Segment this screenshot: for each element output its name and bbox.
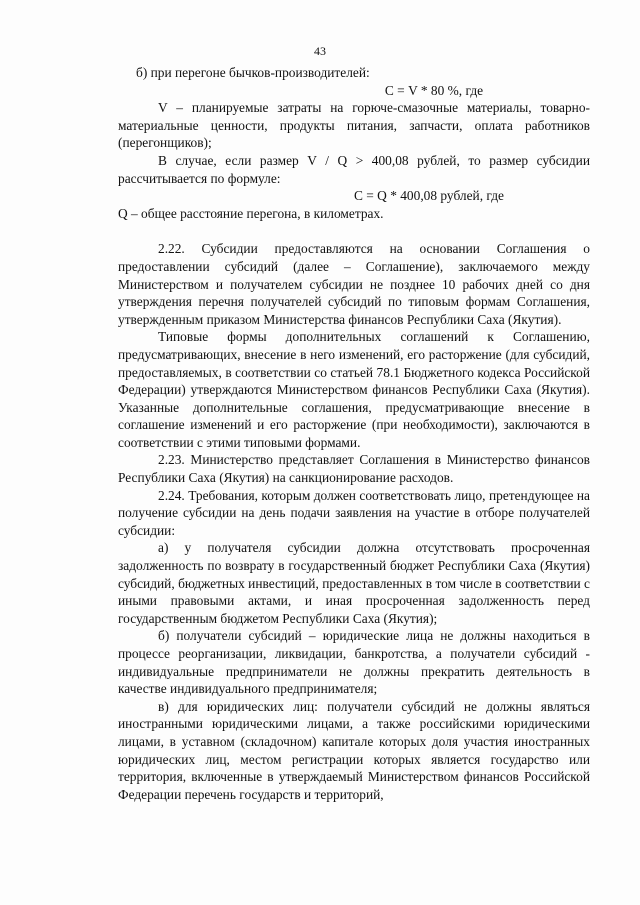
paragraph-q-definition: Q – общее расстояние перегона, в километрах. [118, 205, 384, 221]
paragraph-b-bulls: б) при перегоне бычков-производителей: [136, 65, 370, 80]
paragraph-2-24: 2.24. Требования, которым должен соответствовать лицо, претендующее на получение субсидии на день подачи заявления на участие в отборе получателей субсидии: [118, 487, 590, 538]
formula-q-rate: С = Q * 400,08 рублей, где [354, 188, 504, 204]
paragraph-standard-forms: Типовые формы дополнительных соглашений к Соглашению, предусматривающих, внесение в него изменений, его расторжение (для субсидий, предоставляемых, в соответствии со статьей 78.1 Бюджетного кодекса Российской Федерации) утверждаются Министерством финансов Республики Саха (Якутия). Указанные дополнительные соглашения, предусматривающие внесение в соглашение изменений и его расторжение (при необходимости), заключаются в соответствии с этими типовыми формами. [118, 329, 590, 450]
document-body [118, 64, 590, 803]
paragraph-a-debt: а) у получателя субсидии должна отсутствовать просроченная задолженность по возврату в государственный бюджет Республики Саха (Якутия) субсидий, бюджетных инвестиций, предоставленных в том числе в соответствии с иными правовыми актами, и иная просроченная задолженность перед государственным бюджетом Республики Саха (Якутия); [118, 540, 590, 626]
paragraph-2-23: 2.23. Министерство представляет Соглашения в Министерство финансов Республики Саха (Якутия) на санкционирование расходов. [118, 452, 590, 486]
paragraph-limit-case: В случае, если размер V / Q > 400,08 рублей, то размер субсидии рассчитывается по формуле: [118, 152, 590, 186]
paragraph-2-22: 2.22. Субсидии предоставляются на основании Соглашения о предоставлении субсидий (далее – Соглашение), заключаемого между Министерством и получателем субсидии не позднее 10 рабочих дней со дня утверждения перечня получателей субсидий по типовым формам Соглашения, утвержденным приказом Министерства финансов Республики Саха (Якутия). [118, 241, 590, 327]
paragraph-b-reorganization: б) получатели субсидий – юридические лица не должны находиться в процессе реорганизации, ликвидации, банкротства, а получатели субсидий - индивидуальные предприниматели не должны прекратить деятельность в качестве индивидуального предпринимателя; [118, 628, 590, 697]
paragraph-v-legal-entities: в) для юридических лиц: получатели субсидий не должны являться иностранными юридическими лицами, а также российскими юридическими лицами, в уставном (складочном) капитале которых доля участия иностранных юридических лиц, местом регистрации которых является государство или территория, включенные в утверждаемый Министерством финансов Российской Федерации перечень государств и территорий, [118, 698, 590, 802]
paragraph-gap [118, 222, 590, 240]
paragraph-v-definition: V – планируемые затраты на горюче-смазочные материалы, товарно-материальные ценности, продукты питания, запчасти, оплата работников (перегонщиков); [118, 100, 590, 151]
page-number: 43 [314, 44, 326, 58]
formula-80-percent: С = V * 80 %, где [384, 82, 484, 98]
